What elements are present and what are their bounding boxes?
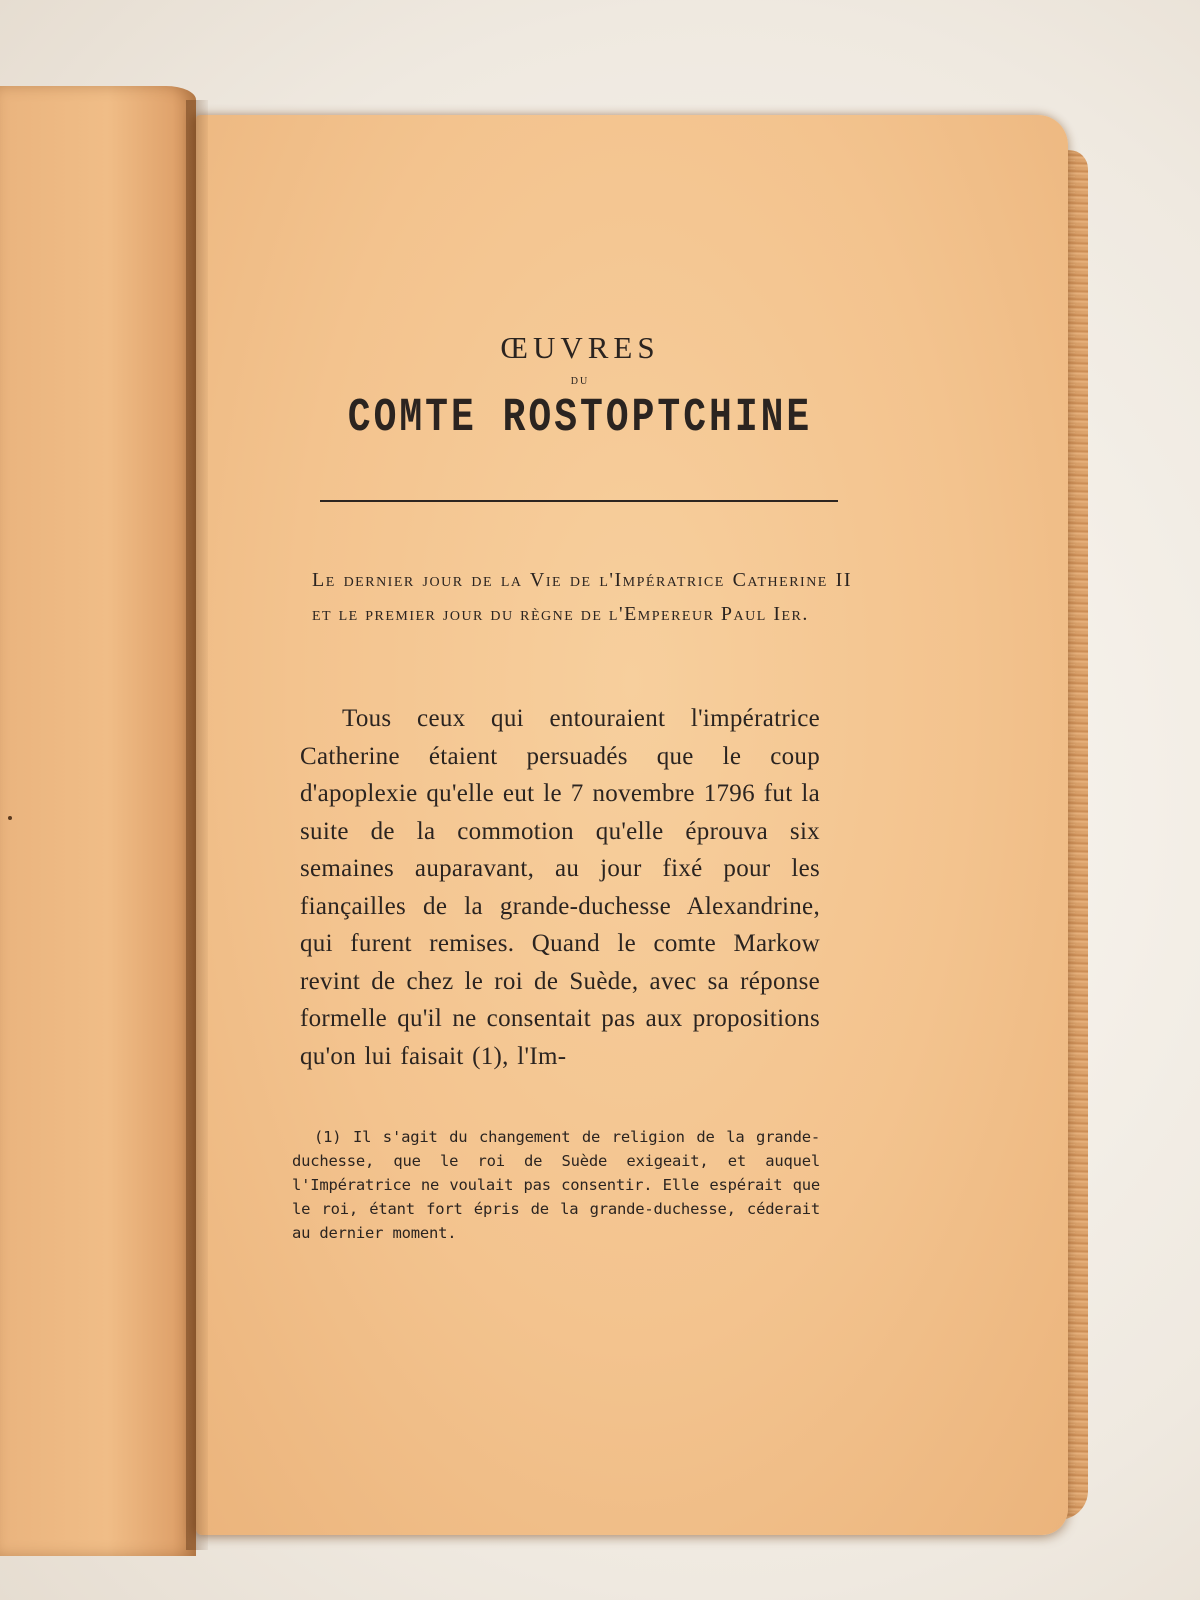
- book-gutter: [186, 100, 208, 1550]
- series-connector: DU: [570, 376, 590, 387]
- footnote: (1) Il s'agit du changement de religion de la grande-duchesse, que le roi de Suède exigeait, et auquel l'Impératrice ne voulait pas consentir. Elle espérait que le roi, étant fort épris de la grande-duchesse, céderait au dernier moment.: [292, 1128, 820, 1242]
- body-paragraph: Tous ceux qui entouraient l'impératrice Catherine étaient persuadés que le coup d'apoplexie qu'elle eut le 7 novembre 1796 fut la suite de la commotion qu'elle éprouva six semaines auparavant, au jour fixé pour les fiançailles de la grande-duchesse Alexandrine, qui furent remises. Quand le comte Markow revint de chez le roi de Suède, avec sa réponse formelle qu'il ne consentait pas aux propositions qu'on lui faisait (1), l'Im-: [300, 705, 820, 1070]
- ink-speck: [8, 816, 12, 820]
- page-content: [292, 330, 860, 1242]
- left-page: [0, 86, 196, 1556]
- series-title: ŒUVRES: [500, 330, 660, 365]
- author-title: COMTE ROSTOPTCHINE: [347, 391, 813, 445]
- title-rule: [320, 500, 838, 502]
- chapter-heading: Le dernier jour de la Vie de l'Impératrice Catherine II et le premier jour du règne de l'Empereur Paul Ier.: [312, 569, 852, 625]
